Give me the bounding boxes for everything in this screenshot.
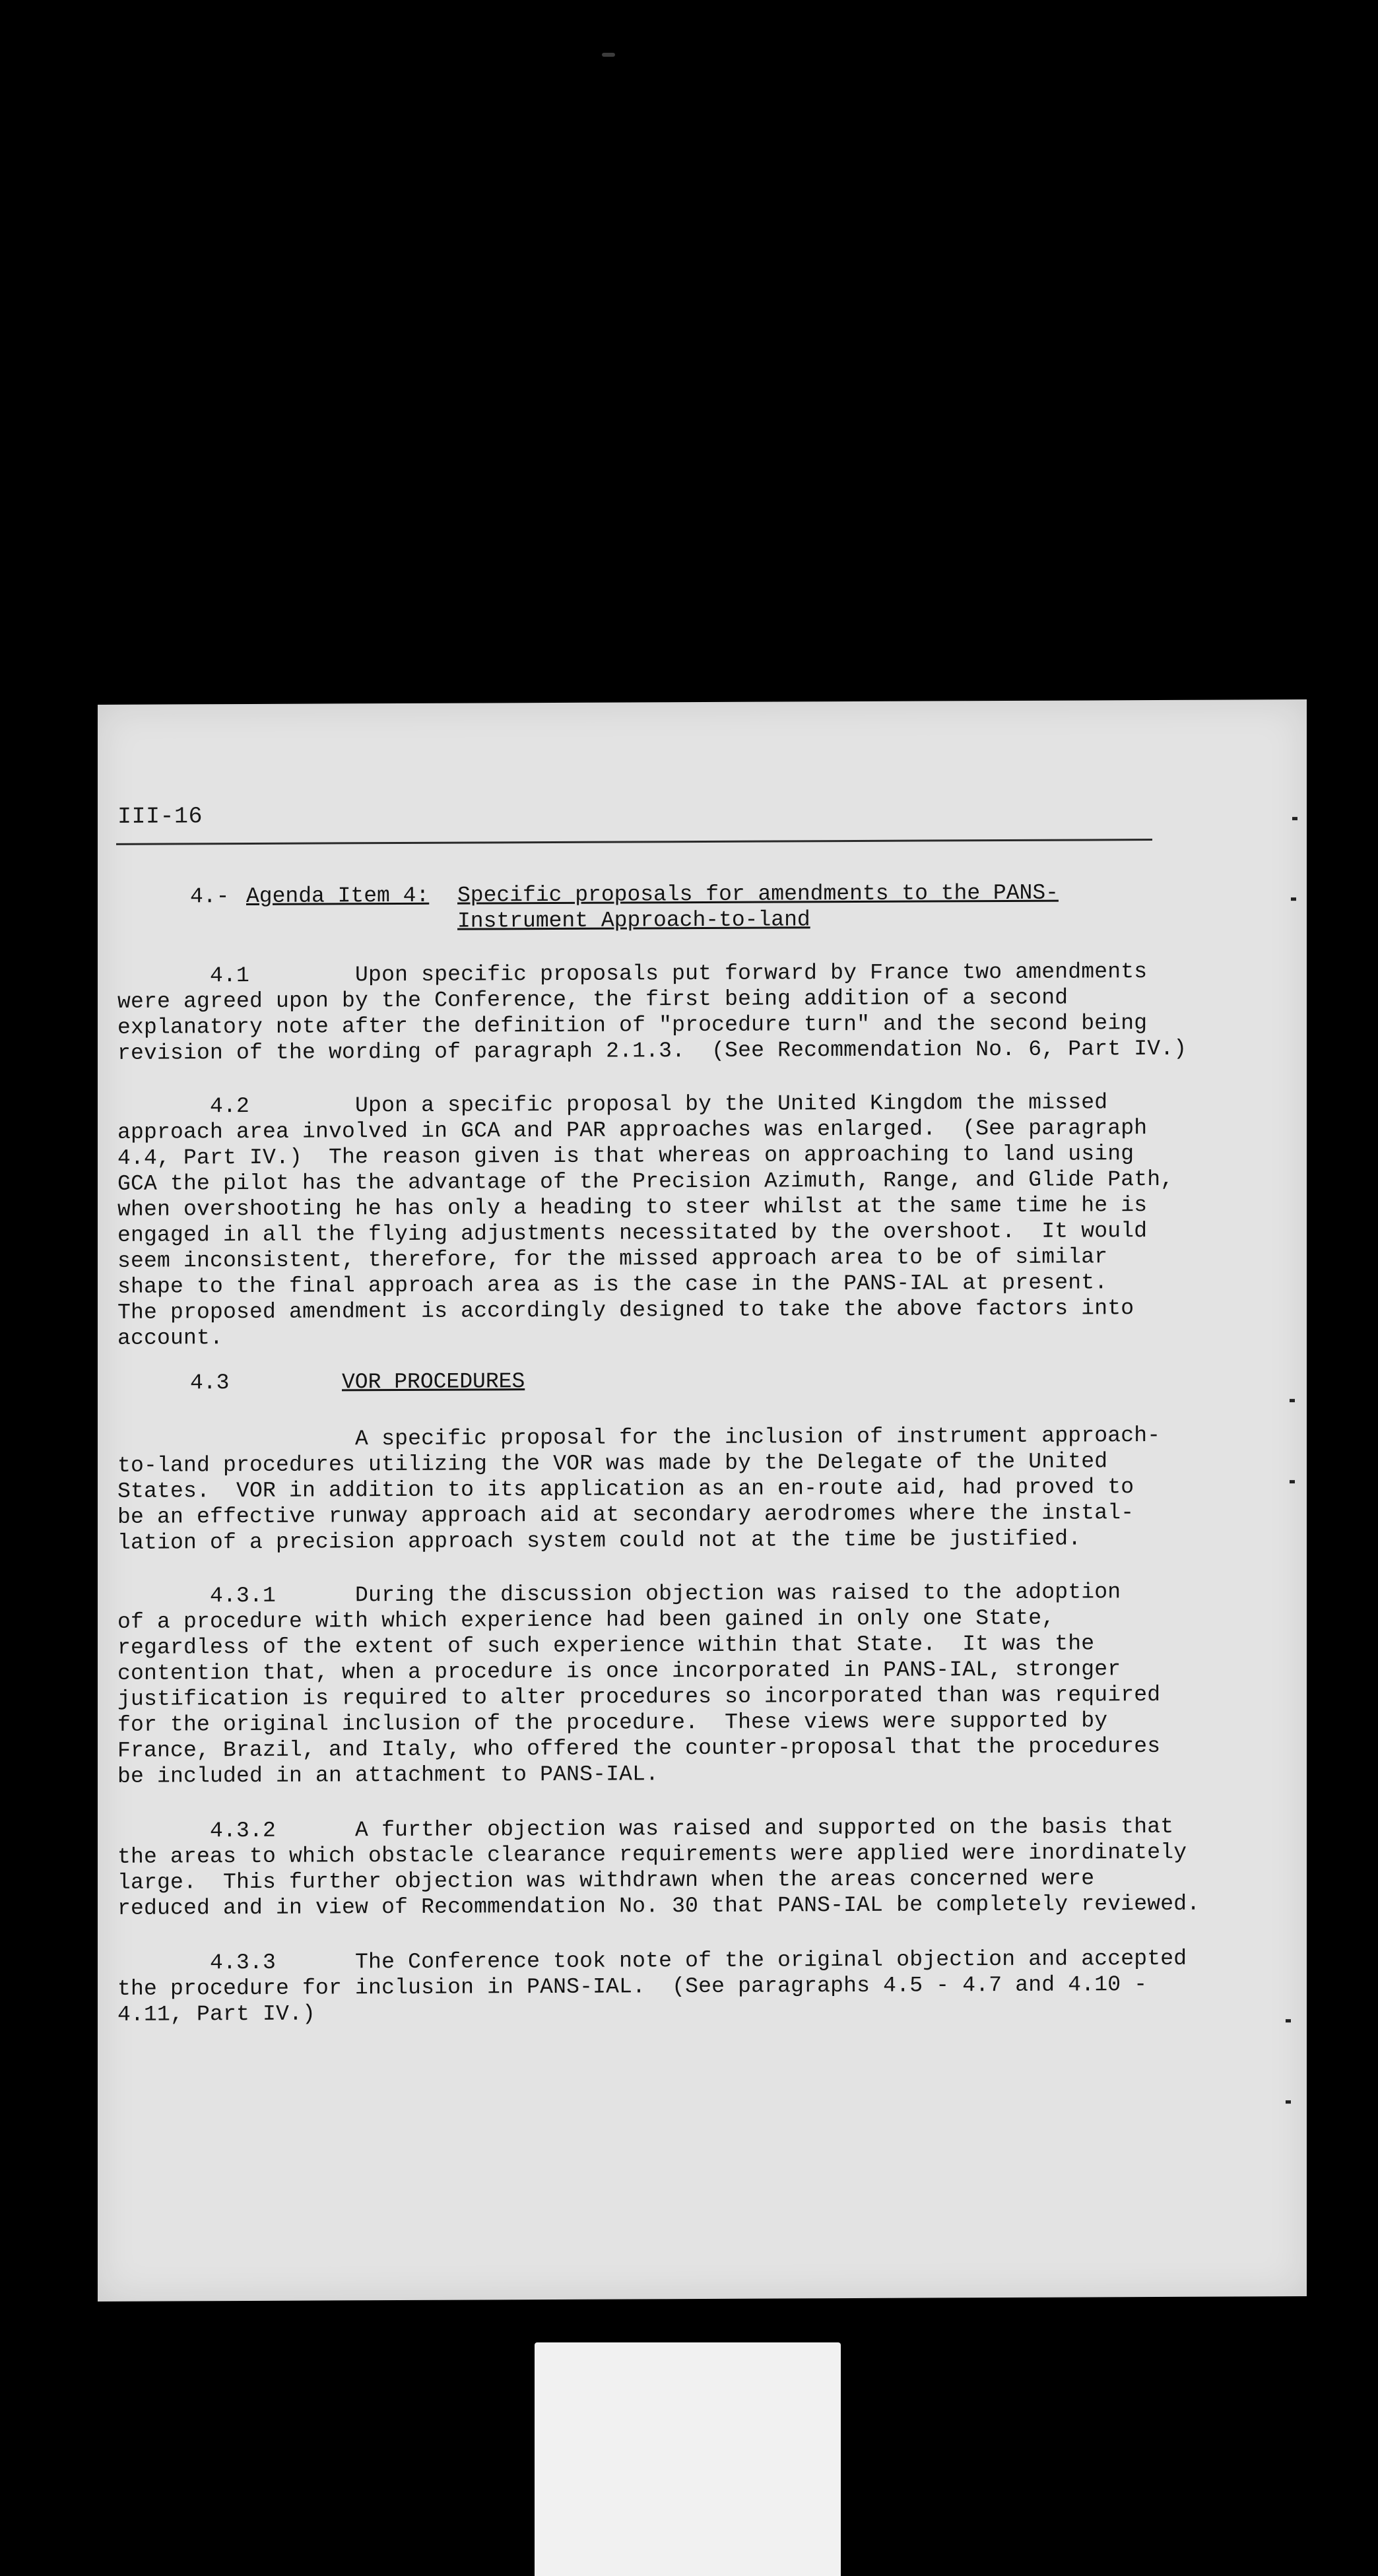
text-line: of a procedure with which experience had been gained in only one State,	[117, 1605, 1055, 1634]
margin-mark	[1290, 1399, 1295, 1402]
text-line: approach area involved in GCA and PAR approaches was enlarged. (See paragraph	[117, 1116, 1148, 1145]
margin-mark	[1286, 2100, 1291, 2104]
agenda-title-line1: Specific proposals for amendments to the PANS-	[457, 880, 1059, 908]
text-line: reduced and in view of Recommendation No. 30 that PANS-IAL be completely reviewed.	[117, 1891, 1200, 1921]
text-line: for the original inclusion of the procedure. These views were supported by	[117, 1708, 1108, 1737]
section-heading-4-3	[190, 1369, 525, 1395]
text-line: regardless of the extent of such experience within that State. It was the	[117, 1631, 1095, 1660]
margin-mark	[1291, 897, 1296, 901]
text-line: 4.2 Upon a specific proposal by the United Kingdom the missed	[117, 1090, 1108, 1119]
film-label-box	[535, 2342, 841, 2576]
text-line: shape to the final approach area as is the case in the PANS-IAL at present.	[117, 1270, 1108, 1299]
text-line: explanatory note after the definition of "procedure turn" and the second being	[117, 1011, 1148, 1040]
text-line: 4.3.3 The Conference took note of the original objection and accepted	[117, 1946, 1187, 1976]
text-line: contention that, when a procedure is once incorporated in PANS-IAL, stronger	[117, 1657, 1121, 1686]
text-line: States. VOR in addition to its application as an en-route aid, had proved to	[117, 1475, 1134, 1504]
paragraph-4-2	[117, 1089, 1253, 1351]
agenda-number: 4.-	[190, 884, 230, 909]
text-line: when overshooting he has only a heading to steer whilst at the same time he is	[117, 1193, 1148, 1222]
text-line: to-land procedures utilizing the VOR was made by the Delegate of the United	[117, 1449, 1108, 1478]
header-rule	[116, 839, 1152, 845]
text-line: engaged in all the flying adjustments necessitated by the overshoot. It would	[117, 1219, 1148, 1248]
margin-mark	[1292, 817, 1297, 820]
text-line: 4.3.2 A further objection was raised and supported on the basis that	[117, 1814, 1174, 1844]
text-line: France, Brazil, and Italy, who offered the counter-proposal that the procedures	[117, 1733, 1161, 1763]
paragraph-4-3-2	[117, 1813, 1253, 1921]
text-line: 4.1 Upon specific proposals put forward by France two amendments	[117, 959, 1148, 988]
text-line: The proposed amendment is accordingly designed to take the above factors into	[117, 1296, 1134, 1325]
text-line: the procedure for inclusion in PANS-IAL. (See paragraphs 4.5 - 4.7 and 4.10 -	[117, 1972, 1148, 2001]
paragraph-4-1	[117, 958, 1253, 1066]
page-number: III-16	[117, 803, 203, 830]
document-page	[98, 699, 1307, 2302]
agenda-title-line2: Instrument Approach-to-land	[457, 907, 810, 934]
paragraph-4-3-3	[117, 1945, 1253, 2028]
text-line: GCA the pilot has the advantage of the Precision Azimuth, Range, and Glide Path,	[117, 1167, 1174, 1196]
text-line: A specific proposal for the inclusion of instrument approach-	[117, 1423, 1161, 1452]
paragraph-4-3	[117, 1422, 1253, 1556]
text-line: be an effective runway approach aid at secondary aerodromes where the instal-	[117, 1500, 1134, 1530]
text-line: account.	[117, 1326, 224, 1351]
section-number: 4.3	[190, 1370, 230, 1396]
text-line: 4.3.1 During the discussion objection was raised to the adoption	[117, 1580, 1121, 1609]
agenda-heading	[190, 880, 1059, 936]
margin-mark	[1286, 2019, 1291, 2022]
paragraph-4-3-1	[117, 1578, 1253, 1789]
text-line: 4.11, Part IV.)	[117, 2001, 316, 2027]
section-title: VOR PROCEDURES	[342, 1369, 525, 1395]
text-line: 4.4, Part IV.) The reason given is that whereas on approaching to land using	[117, 1142, 1134, 1171]
margin-mark	[1290, 1480, 1295, 1483]
text-line: revision of the wording of paragraph 2.1.3. (See Recommendation No. 6, Part IV.)	[117, 1036, 1187, 1066]
text-line: the areas to which obstacle clearance requirements were applied were inordinately	[117, 1840, 1187, 1869]
agenda-label: Agenda Item 4:	[246, 883, 430, 909]
text-line: lation of a precision approach system could not at the time be justified.	[117, 1526, 1082, 1555]
text-line: be included in an attachment to PANS-IAL.	[117, 1762, 659, 1789]
text-line: seem inconsistent, therefore, for the missed approach area to be of similar	[117, 1244, 1108, 1273]
film-speck	[602, 53, 615, 57]
text-line: large. This further objection was withdrawn when the areas concerned were	[117, 1866, 1095, 1895]
text-line: justification is required to alter procedures so incorporated than was required	[117, 1682, 1161, 1712]
text-line: were agreed upon by the Conference, the first being addition of a second	[117, 985, 1068, 1014]
